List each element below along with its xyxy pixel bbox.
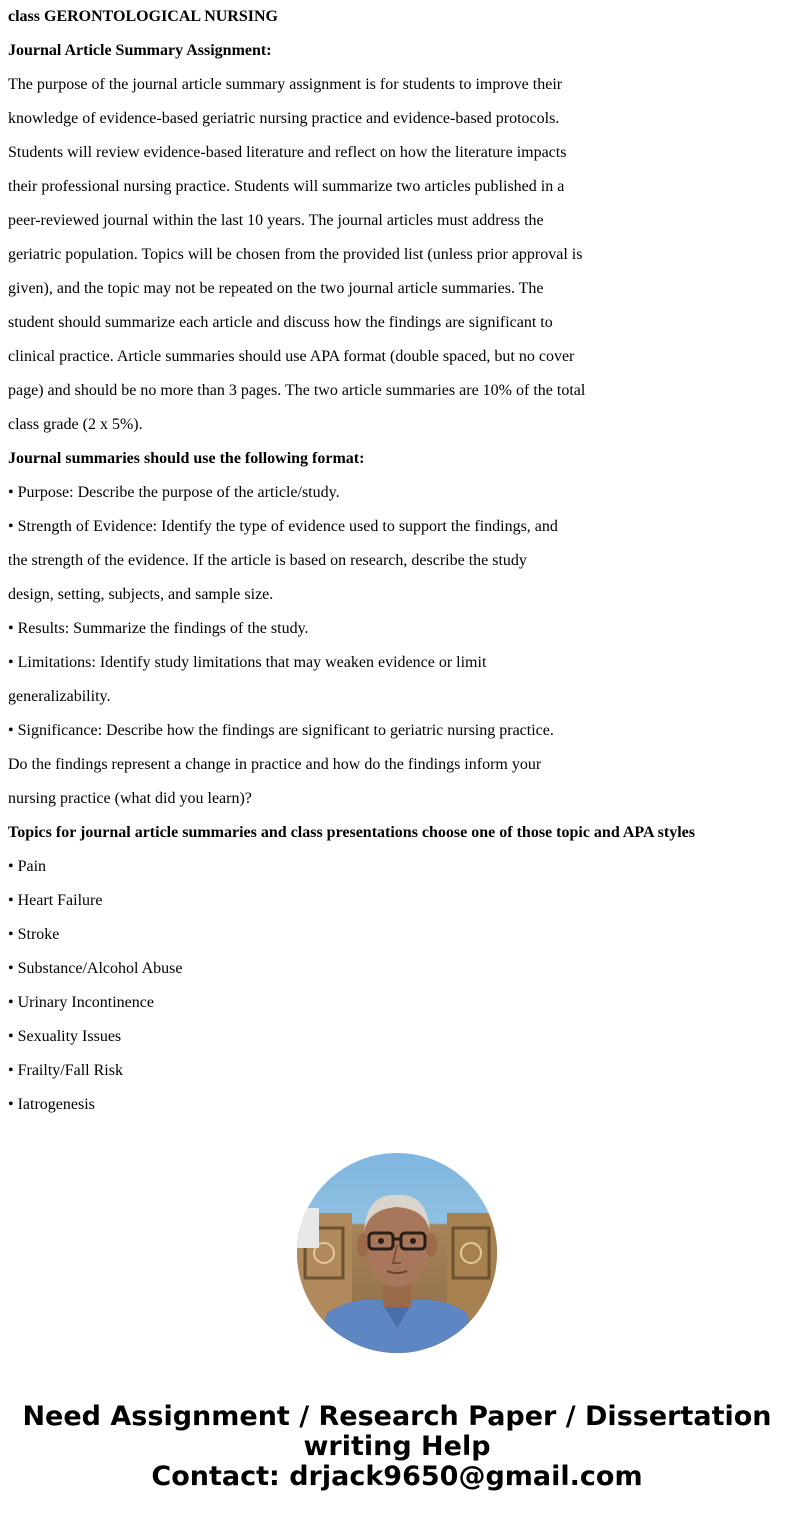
promo-line: writing Help bbox=[303, 1431, 491, 1462]
topic-item: • Sexuality Issues bbox=[8, 1028, 122, 1045]
purpose-line: Students will review evidence-based literature and reflect on how the literature impacts bbox=[8, 144, 567, 161]
format-heading: Journal summaries should use the following format: bbox=[8, 450, 365, 467]
format-line: design, setting, subjects, and sample size. bbox=[8, 586, 274, 603]
format-line: • Limitations: Identify study limitations that may weaken evidence or limit bbox=[8, 654, 487, 671]
topic-item: • Heart Failure bbox=[8, 892, 103, 909]
purpose-line: class grade (2 x 5%). bbox=[8, 416, 143, 433]
topic-item: • Stroke bbox=[8, 926, 60, 943]
purpose-line: student should summarize each article and discuss how the findings are significant to bbox=[8, 314, 553, 331]
format-line: • Results: Summarize the findings of the study. bbox=[8, 620, 309, 637]
purpose-line: their professional nursing practice. Students will summarize two articles published in a bbox=[8, 178, 565, 195]
promo-banner bbox=[0, 1402, 794, 1492]
format-line: • Significance: Describe how the findings are significant to geriatric nursing practice. bbox=[8, 722, 554, 739]
topic-item: • Iatrogenesis bbox=[8, 1096, 95, 1113]
topic-item: • Substance/Alcohol Abuse bbox=[8, 960, 183, 977]
format-line: generalizability. bbox=[8, 688, 111, 705]
topic-item: • Urinary Incontinence bbox=[8, 994, 154, 1011]
purpose-line: peer-reviewed journal within the last 10 years. The journal articles must address the bbox=[8, 212, 544, 229]
purpose-line: The purpose of the journal article summary assignment is for students to improve their bbox=[8, 76, 563, 93]
topic-item: • Frailty/Fall Risk bbox=[8, 1062, 123, 1079]
document-body bbox=[8, 0, 788, 1122]
author-avatar bbox=[297, 1153, 497, 1353]
format-line: nursing practice (what did you learn)? bbox=[8, 790, 252, 807]
topics-heading: Topics for journal article summaries and class presentations choose one of those topic and APA styles bbox=[8, 824, 695, 841]
assignment-heading: Journal Article Summary Assignment: bbox=[8, 42, 272, 59]
purpose-line: geriatric population. Topics will be chosen from the provided list (unless prior approval is bbox=[8, 246, 583, 263]
purpose-line: clinical practice. Article summaries should use APA format (double spaced, but no cover bbox=[8, 348, 575, 365]
document-title: class GERONTOLOGICAL NURSING bbox=[8, 8, 278, 25]
purpose-line: page) and should be no more than 3 pages. The two article summaries are 10% of the total bbox=[8, 382, 586, 399]
format-line: • Purpose: Describe the purpose of the article/study. bbox=[8, 484, 340, 501]
promo-contact: Contact: drjack9650@gmail.com bbox=[151, 1461, 643, 1492]
format-line: Do the findings represent a change in practice and how do the findings inform your bbox=[8, 756, 542, 773]
format-line: • Strength of Evidence: Identify the type of evidence used to support the findings, and bbox=[8, 518, 558, 535]
format-line: the strength of the evidence. If the article is based on research, describe the study bbox=[8, 552, 527, 569]
promo-line: Need Assignment / Research Paper / Dissertation bbox=[22, 1401, 772, 1432]
purpose-line: given), and the topic may not be repeated on the two journal article summaries. The bbox=[8, 280, 544, 297]
purpose-line: knowledge of evidence-based geriatric nursing practice and evidence-based protocols. bbox=[8, 110, 560, 127]
topic-item: • Pain bbox=[8, 858, 47, 875]
